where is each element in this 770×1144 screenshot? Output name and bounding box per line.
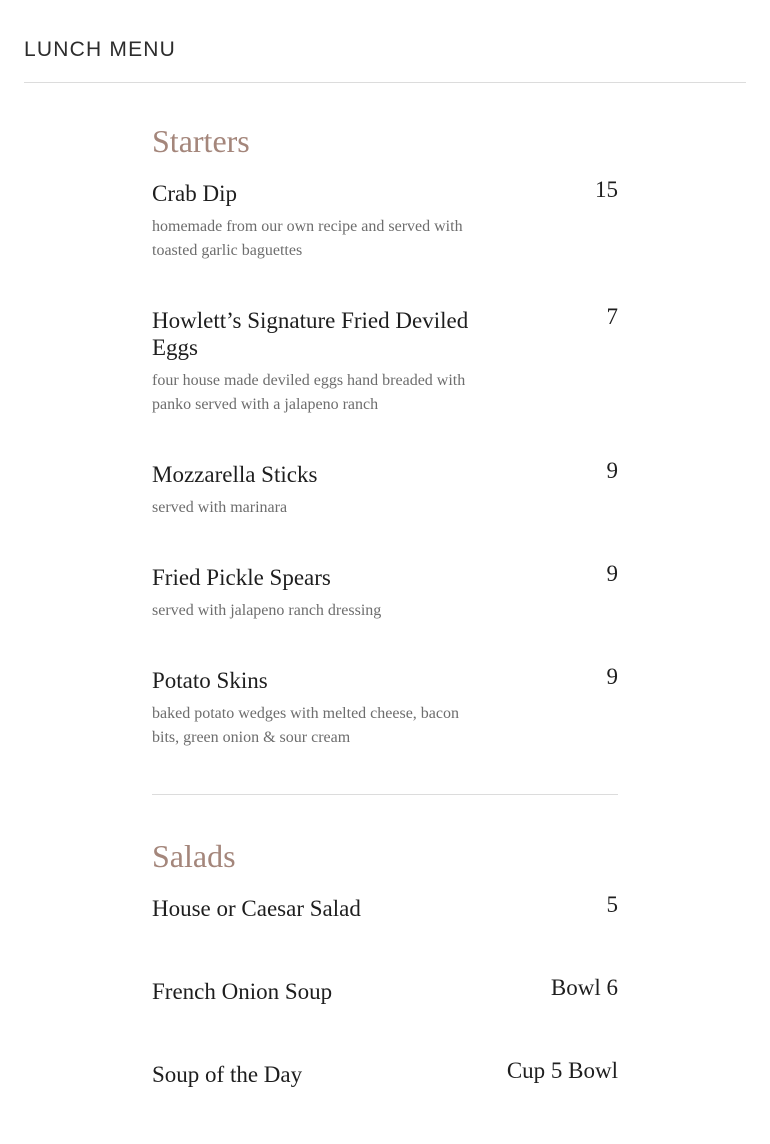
- section-salads: [152, 835, 618, 1088]
- item-main: [152, 895, 482, 922]
- item-name: French Onion Soup: [152, 979, 333, 1004]
- item-name: House or Caesar Salad: [152, 896, 361, 921]
- item-main: [152, 307, 482, 417]
- item-main: [152, 564, 482, 623]
- item-name: Howlett’s Signature Fried Deviled Eggs: [152, 308, 469, 360]
- menu-item-potato-skins: [152, 664, 618, 750]
- item-price: 5: [606, 892, 618, 917]
- menu-item-soup-of-the-day: [152, 1058, 618, 1088]
- menu-item-deviled-eggs: [152, 304, 618, 417]
- page-title: LUNCH MENU: [24, 38, 177, 61]
- menu-item-mozzarella-sticks: [152, 458, 618, 520]
- item-main: [152, 180, 482, 263]
- menu-item-crab-dip: [152, 177, 618, 263]
- item-description: homemade from our own recipe and served with toasted garlic baguettes: [152, 218, 463, 259]
- page-header: [24, 0, 746, 83]
- item-main: [152, 667, 482, 750]
- item-price: 15: [595, 177, 618, 202]
- menu: [152, 120, 618, 1144]
- menu-item-house-or-caesar-salad: [152, 892, 618, 922]
- item-description: served with marinara: [152, 499, 288, 516]
- item-price: 9: [606, 458, 618, 483]
- item-description: served with jalapeno ranch dressing: [152, 602, 382, 619]
- menu-item-fried-pickle-spears: [152, 561, 618, 623]
- section-title: Salads: [152, 838, 236, 874]
- menu-item-french-onion-soup: [152, 975, 618, 1005]
- item-price: Bowl 6: [550, 975, 618, 1000]
- item-name: Fried Pickle Spears: [152, 565, 331, 590]
- section-divider: [152, 794, 618, 795]
- item-name: Crab Dip: [152, 181, 237, 206]
- item-main: [152, 1061, 482, 1088]
- item-main: [152, 461, 482, 520]
- item-price: Cup 5 Bowl: [506, 1058, 618, 1083]
- item-name: Soup of the Day: [152, 1062, 303, 1087]
- item-name: Mozzarella Sticks: [152, 462, 318, 487]
- item-main: [152, 978, 482, 1005]
- item-price: 7: [606, 304, 618, 329]
- item-description: baked potato wedges with melted cheese, bacon bits, green onion & sour cream: [152, 705, 459, 746]
- item-name: Potato Skins: [152, 668, 268, 693]
- section-title: Starters: [152, 123, 250, 159]
- section-starters: [152, 120, 618, 750]
- item-price: 9: [606, 664, 618, 689]
- item-price: 9: [606, 561, 618, 586]
- item-description: four house made deviled eggs hand breaded with panko served with a jalapeno ranch: [152, 372, 466, 413]
